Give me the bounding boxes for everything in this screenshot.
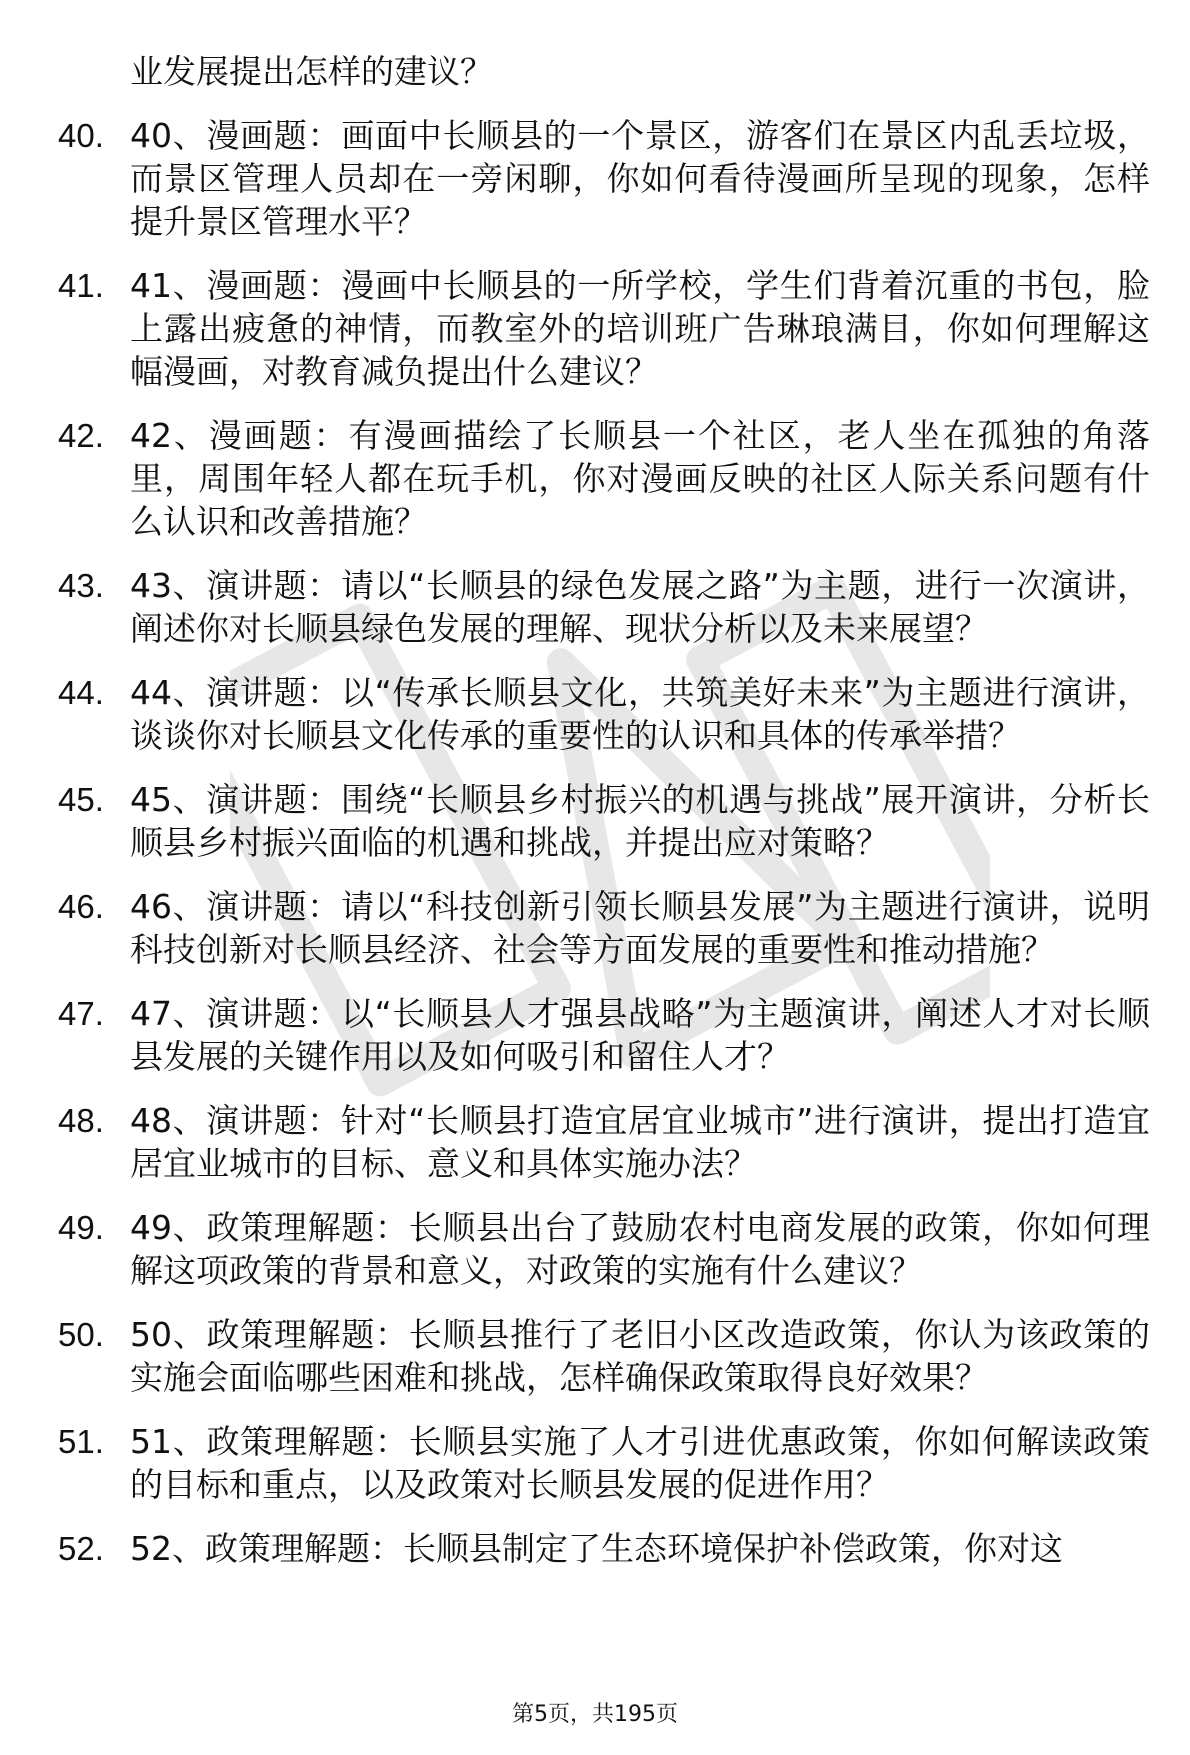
list-item <box>0 778 1190 864</box>
question-number: 45. <box>58 781 104 818</box>
question-number: 50. <box>58 1316 104 1353</box>
list-item <box>0 414 1190 543</box>
question-text: 44、演讲题：以“传承长顺县文化，共筑美好未来”为主题进行演讲，谈谈你对长顺县文化传承的重要性的认识和具体的传承举措？ <box>130 673 1150 755</box>
list-item <box>0 1206 1190 1292</box>
question-number: 41. <box>58 267 104 304</box>
question-text: 45、演讲题：围绕“长顺县乡村振兴的机遇与挑战”展开演讲，分析长顺县乡村振兴面临的机遇和挑战，并提出应对策略？ <box>130 780 1150 862</box>
question-list <box>0 114 1190 1591</box>
question-text: 40、漫画题：画面中长顺县的一个景区，游客们在景区内乱丢垃圾，而景区管理人员却在一旁闲聊，你如何看待漫画所呈现的现象，怎样提升景区管理水平？ <box>130 116 1150 241</box>
question-text: 48、演讲题：针对“长顺县打造宜居宜业城市”进行演讲，提出打造宜居宜业城市的目标、意义和具体实施办法？ <box>130 1101 1150 1183</box>
list-item <box>0 564 1190 650</box>
question-number: 44. <box>58 674 104 711</box>
list-item <box>0 1420 1190 1506</box>
question-text: 41、漫画题：漫画中长顺县的一所学校，学生们背着沉重的书包，脸上露出疲惫的神情，而教室外的培训班广告琳琅满目，你如何理解这幅漫画，对教育减负提出什么建议？ <box>130 266 1150 391</box>
question-number: 49. <box>58 1209 104 1246</box>
question-text: 50、政策理解题：长顺县推行了老旧小区改造政策，你认为该政策的实施会面临哪些困难和挑战，怎样确保政策取得良好效果？ <box>130 1315 1150 1397</box>
question-number: 52. <box>58 1530 104 1567</box>
question-number: 51. <box>58 1423 104 1460</box>
list-item <box>0 264 1190 393</box>
question-number: 48. <box>58 1102 104 1139</box>
question-number: 43. <box>58 567 104 604</box>
list-item <box>0 671 1190 757</box>
question-text: 47、演讲题：以“长顺县人才强县战略”为主题演讲，阐述人才对长顺县发展的关键作用以及如何吸引和留住人才？ <box>130 994 1150 1076</box>
question-text: 46、演讲题：请以“科技创新引领长顺县发展”为主题进行演讲，说明科技创新对长顺县经济、社会等方面发展的重要性和推动措施？ <box>130 887 1150 969</box>
list-item <box>0 1313 1190 1399</box>
question-text: 43、演讲题：请以“长顺县的绿色发展之路”为主题，进行一次演讲，阐述你对长顺县绿色发展的理解、现状分析以及未来展望？ <box>130 566 1150 648</box>
continuation-text: 业发展提出怎样的建议？ <box>130 52 493 91</box>
question-number: 42. <box>58 417 104 454</box>
question-text: 52、政策理解题：长顺县制定了生态环境保护补偿政策，你对这 <box>130 1529 1063 1568</box>
list-item <box>0 1099 1190 1185</box>
question-number: 47. <box>58 995 104 1032</box>
list-item <box>0 885 1190 971</box>
question-number: 40. <box>58 117 104 154</box>
question-text: 51、政策理解题：长顺县实施了人才引进优惠政策，你如何解读政策的目标和重点，以及政策对长顺县发展的促进作用？ <box>130 1422 1150 1504</box>
list-item <box>0 992 1190 1078</box>
list-item <box>0 114 1190 243</box>
question-text: 49、政策理解题：长顺县出台了鼓励农村电商发展的政策，你如何理解这项政策的背景和意义，对政策的实施有什么建议？ <box>130 1208 1150 1290</box>
question-text: 42、漫画题：有漫画描绘了长顺县一个社区，老人坐在孤独的角落里，周围年轻人都在玩手机，你对漫画反映的社区人际关系问题有什么认识和改善措施？ <box>130 416 1150 541</box>
list-item <box>0 1527 1190 1570</box>
question-number: 46. <box>58 888 104 925</box>
page-footer: 第5页，共195页 <box>512 1702 678 1727</box>
